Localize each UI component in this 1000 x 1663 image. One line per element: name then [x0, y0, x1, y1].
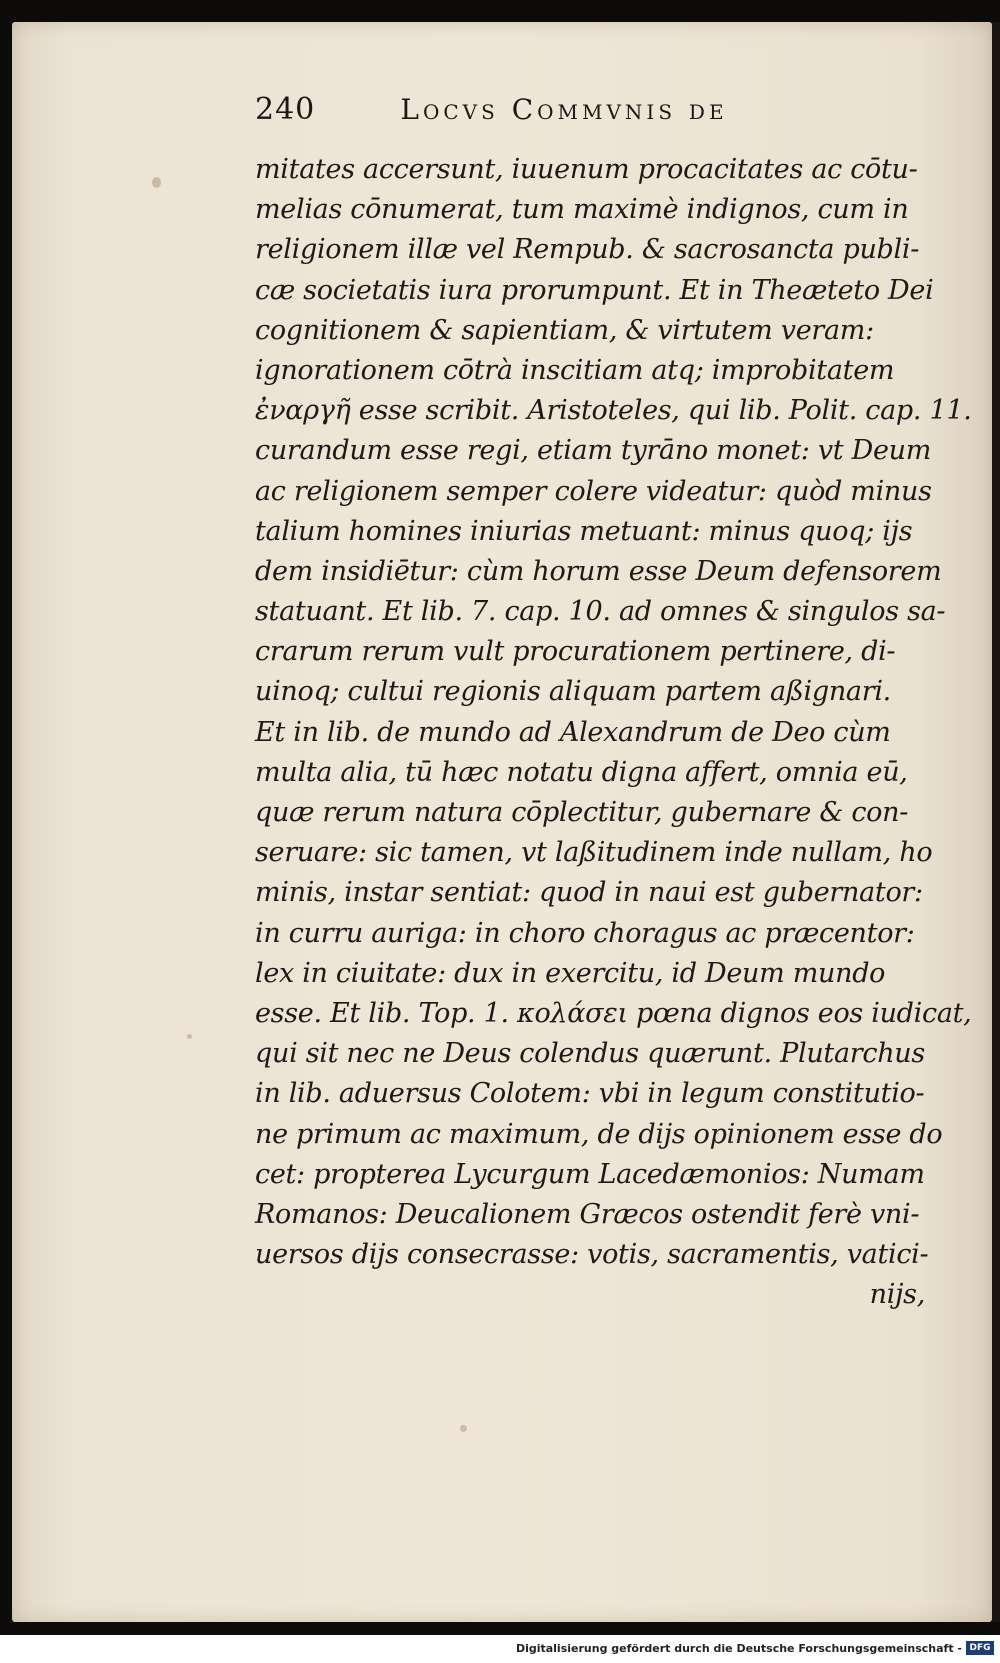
- text-line: uinoq; cultui regionis aliquam partem aßignari.: [255, 676, 891, 708]
- running-head: Locvs Commvnis de: [400, 93, 728, 126]
- text-line: Et in lib. de mundo ad Alexandrum de Deo cùm: [255, 716, 891, 748]
- text-line: dem insidiētur: cùm horum esse Deum defensorem: [255, 555, 942, 587]
- paper-stain: [460, 1425, 467, 1432]
- text-line: esse. Et lib. Top. 1. κολάσει pœna dignos eos iudicat,: [255, 997, 972, 1029]
- dfg-logo-icon: DFG: [966, 1641, 994, 1655]
- text-line: Romanos: Deucalionem Græcos ostendit ferè vni-: [255, 1198, 920, 1230]
- text-line: cognitionem & sapientiam, & virtutem veram:: [255, 314, 874, 346]
- text-line: mitates accersunt, iuuenum procacitates ac cōtu-: [255, 154, 918, 185]
- paper-stain: [187, 1034, 192, 1039]
- digitization-footer: [0, 1635, 1000, 1663]
- text-line: melias cōnumerat, tum maximè indignos, cum in: [255, 194, 909, 226]
- text-line: curandum esse regi, etiam tyrāno monet: vt Deum: [255, 435, 932, 467]
- paper-stain: [152, 177, 161, 188]
- text-line: talium homines iniurias metuant: minus quoq; ijs: [255, 515, 913, 547]
- text-line: lex in ciuitate: dux in exercitu, id Deum mundo: [255, 957, 886, 989]
- text-line: ἐναργῆ esse scribit. Aristoteles, qui lib. Polit. cap. 11.: [255, 395, 972, 427]
- text-line: minis, instar sentiat: quod in naui est gubernator:: [255, 877, 923, 909]
- text-line: religionem illæ vel Rempub. & sacrosancta publi-: [255, 234, 920, 266]
- text-line: in curru auriga: in choro choragus ac præcentor:: [255, 917, 915, 949]
- text-line: quæ rerum natura cōplectitur, gubernare & con-: [255, 797, 909, 828]
- page-header: [255, 92, 855, 127]
- text-line: cet: propterea Lycurgum Lacedæmonios: Numam: [255, 1158, 925, 1190]
- text-line: uersos dijs consecrasse: votis, sacramentis, vatici-: [255, 1239, 929, 1271]
- text-line: in lib. aduersus Colotem: vbi in legum constitutio-: [255, 1078, 925, 1110]
- text-line: statuant. Et lib. 7. cap. 10. ad omnes & singulos sa-: [255, 596, 946, 628]
- text-line: seruare: sic tamen, vt laßitudinem inde nullam, ho: [255, 837, 933, 869]
- text-line: cæ societatis iura prorumpunt. Et in Theæteto Dei: [255, 274, 934, 306]
- text-line: ignorationem cōtrà inscitiam atq; improbitatem: [255, 354, 895, 386]
- text-line: crarum rerum vult procurationem pertinere, di-: [255, 636, 896, 668]
- text-line: qui sit nec ne Deus colendus quærunt. Plutarchus: [255, 1038, 925, 1070]
- text-line: multa alia, tū hæc notatu digna affert, omnia eū,: [255, 756, 908, 788]
- text-line: ac religionem semper colere videatur: quòd minus: [255, 475, 932, 507]
- body-text: [255, 150, 972, 1315]
- text-line: ne primum ac maximum, de dijs opinionem esse do: [255, 1118, 943, 1150]
- page-edge-shadow: [992, 22, 1000, 1622]
- funding-credit: Digitalisierung gefördert durch die Deutsche Forschungsgemeinschaft -: [515, 1642, 962, 1655]
- page-number: 240: [255, 92, 316, 127]
- catchword: nijs,: [869, 1279, 925, 1311]
